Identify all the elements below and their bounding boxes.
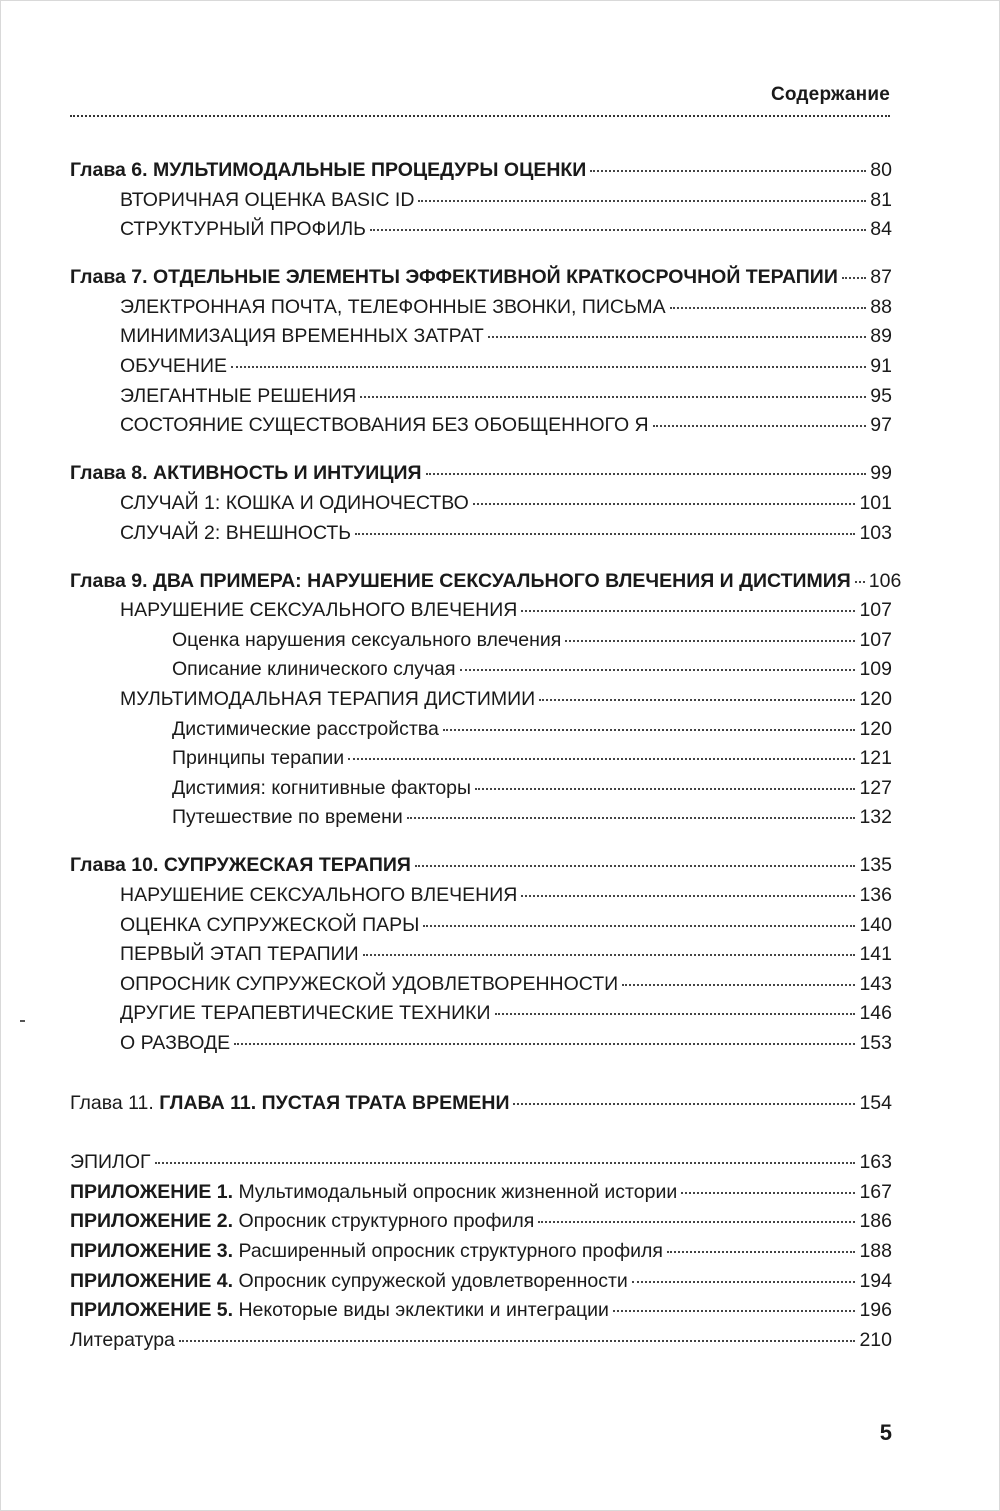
toc-appendix-5[interactable] <box>70 1296 892 1326</box>
page-ref: 153 <box>859 1032 892 1055</box>
dot-leader <box>613 1310 856 1312</box>
toc-subsection[interactable] <box>70 744 892 774</box>
chapter-label: Глава 11. <box>70 1091 154 1114</box>
dot-leader <box>423 925 855 927</box>
dot-leader <box>443 729 856 731</box>
page-ref: 210 <box>859 1328 892 1351</box>
page-ref: 196 <box>859 1299 892 1322</box>
appendix-title: Опросник супружеской удовлетворенности <box>238 1269 628 1292</box>
toc-section[interactable] <box>70 596 892 626</box>
toc-section[interactable] <box>70 215 892 245</box>
dot-leader <box>155 1162 856 1164</box>
spacer <box>70 1059 892 1089</box>
toc-chapter-8[interactable] <box>70 459 892 489</box>
subsection-title: Описание клинического случая <box>172 658 456 681</box>
dot-leader <box>415 865 856 867</box>
section-title: НАРУШЕНИЕ СЕКСУАЛЬНОГО ВЛЕЧЕНИЯ <box>120 599 518 622</box>
toc-section[interactable] <box>70 382 892 412</box>
section-title: СОСТОЯНИЕ СУЩЕСТВОВАНИЯ БЕЗ ОБОБЩЕННОГО Я <box>120 414 649 437</box>
toc-appendix-2[interactable] <box>70 1207 892 1237</box>
page-ref: 120 <box>859 688 892 710</box>
chapter-label: Глава 6. <box>70 159 148 181</box>
appendix-title: Расширенный опросник структурного профиля <box>238 1240 663 1262</box>
chapter-label: Глава 9. <box>70 569 148 592</box>
toc-chapter-7[interactable] <box>70 263 892 293</box>
page-ref: 109 <box>859 658 892 681</box>
scan-mark <box>20 1020 25 1022</box>
page-number: 5 <box>879 1420 892 1445</box>
toc-section[interactable] <box>70 999 892 1029</box>
toc-chapter-10[interactable] <box>70 851 892 881</box>
dot-leader <box>855 581 865 583</box>
dot-leader <box>622 984 855 986</box>
section-title: ПЕРВЫЙ ЭТАП ТЕРАПИИ <box>120 943 359 966</box>
section-title: МУЛЬТИМОДАЛЬНАЯ ТЕРАПИЯ ДИСТИМИИ <box>120 688 536 710</box>
entry-title: ЭПИЛОГ <box>70 1151 151 1174</box>
toc-section[interactable] <box>70 489 892 519</box>
page-ref: 132 <box>859 806 892 829</box>
spacer <box>70 548 892 567</box>
page-ref: 91 <box>870 355 892 378</box>
appendix-label: ПРИЛОЖЕНИЕ 5. <box>70 1299 234 1322</box>
table-of-contents <box>70 156 902 1355</box>
dot-leader <box>521 610 855 612</box>
chapter-title: ГЛАВА 11. ПУСТАЯ ТРАТА ВРЕМЕНИ <box>159 1091 510 1114</box>
dot-leader <box>667 1251 855 1253</box>
dot-leader <box>539 699 855 701</box>
toc-section[interactable] <box>70 685 892 715</box>
dot-leader <box>370 229 866 231</box>
page-ref: 89 <box>870 325 892 348</box>
section-title: МИНИМИЗАЦИЯ ВРЕМЕННЫХ ЗАТРАТ <box>120 325 484 348</box>
subsection-title: Дистимические расстройства <box>172 717 439 740</box>
toc-section[interactable] <box>70 911 892 941</box>
appendix-label: ПРИЛОЖЕНИЕ 4. <box>70 1269 234 1292</box>
dot-leader <box>653 425 867 427</box>
toc-subsection[interactable] <box>70 655 892 685</box>
spacer <box>70 833 892 852</box>
page-ref: 188 <box>859 1240 892 1262</box>
toc-appendix-3[interactable] <box>70 1237 892 1267</box>
appendix-label: ПРИЛОЖЕНИЕ 1. <box>70 1180 234 1203</box>
toc-literature[interactable] <box>70 1326 892 1356</box>
page-ref: 127 <box>859 776 892 799</box>
section-title: ОПРОСНИК СУПРУЖЕСКОЙ УДОВЛЕТВОРЕННОСТИ <box>120 972 619 995</box>
page-ref: 99 <box>870 462 892 485</box>
toc-section[interactable] <box>70 881 892 911</box>
chapter-label: Глава 7. <box>70 266 148 289</box>
page-ref: 107 <box>859 599 892 622</box>
page-ref: 120 <box>859 717 892 740</box>
chapter-label: Глава 10. <box>70 854 159 877</box>
page-ref: 81 <box>870 188 892 211</box>
dot-leader <box>565 640 855 642</box>
header-rule <box>70 115 890 117</box>
toc-appendix-1[interactable] <box>70 1178 892 1208</box>
dot-leader <box>590 170 866 172</box>
section-title: ЭЛЕКТРОННАЯ ПОЧТА, ТЕЛЕФОННЫЕ ЗВОНКИ, ПИСЬМА <box>120 295 666 318</box>
toc-section[interactable] <box>70 352 892 382</box>
page-ref: 88 <box>870 295 892 318</box>
section-title: ОБУЧЕНИЕ <box>120 355 228 378</box>
page-ref: 154 <box>859 1091 892 1114</box>
dot-leader <box>348 758 855 760</box>
toc-subsection[interactable] <box>70 803 892 833</box>
dot-leader <box>842 277 866 279</box>
page-ref: 101 <box>859 491 892 514</box>
page-ref: 106 <box>868 569 902 592</box>
page-ref: 135 <box>859 854 892 877</box>
dot-leader <box>513 1103 855 1105</box>
section-title: ДРУГИЕ ТЕРАПЕВТИЧЕСКИЕ ТЕХНИКИ <box>120 1002 491 1025</box>
section-title: ОЦЕНКА СУПРУЖЕСКОЙ ПАРЫ <box>120 913 420 936</box>
dot-leader <box>407 817 856 819</box>
dot-leader <box>495 1013 856 1015</box>
dot-leader <box>179 1340 856 1342</box>
chapter-title: МУЛЬТИМОДАЛЬНЫЕ ПРОЦЕДУРЫ ОЦЕНКИ <box>153 159 587 181</box>
toc-section[interactable] <box>70 411 892 441</box>
appendix-title: Некоторые виды эклектики и интеграции <box>238 1299 609 1322</box>
dot-leader <box>521 895 855 897</box>
page-ref: 167 <box>859 1180 892 1203</box>
dot-leader <box>234 1043 855 1045</box>
page-ref: 121 <box>859 747 892 770</box>
dot-leader <box>363 954 856 956</box>
page-ref: 97 <box>870 414 892 437</box>
toc-section[interactable] <box>70 186 892 216</box>
dot-leader <box>355 533 855 535</box>
subsection-title: Путешествие по времени <box>172 806 403 829</box>
page-ref: 80 <box>870 159 892 181</box>
toc-section[interactable] <box>70 322 892 352</box>
dot-leader <box>681 1192 855 1194</box>
entry-title: Литература <box>70 1328 175 1351</box>
toc-subsection[interactable] <box>70 774 892 804</box>
section-title: О РАЗВОДЕ <box>120 1032 231 1055</box>
toc-chapter-11[interactable] <box>70 1089 892 1119</box>
spacer <box>70 441 892 460</box>
toc-section[interactable] <box>70 293 892 323</box>
running-head: Содержание <box>770 84 890 105</box>
dot-leader <box>426 473 867 475</box>
dot-leader <box>632 1281 856 1283</box>
chapter-label: Глава 8. <box>70 462 148 485</box>
dot-leader <box>538 1221 855 1223</box>
toc-chapter-9[interactable] <box>70 567 902 597</box>
section-title: СЛУЧАЙ 2: ВНЕШНОСТЬ <box>120 521 352 544</box>
page-ref: 136 <box>859 884 892 907</box>
section-title: СЛУЧАЙ 1: КОШКА И ОДИНОЧЕСТВО <box>120 491 469 514</box>
toc-subsection[interactable] <box>70 715 892 745</box>
chapter-title: СУПРУЖЕСКАЯ ТЕРАПИЯ <box>163 854 411 877</box>
page-ref: 95 <box>870 384 892 407</box>
page-ref: 194 <box>859 1269 892 1292</box>
section-title: НАРУШЕНИЕ СЕКСУАЛЬНОГО ВЛЕЧЕНИЯ <box>120 884 518 907</box>
toc-appendix-4[interactable] <box>70 1267 892 1297</box>
page-ref: 103 <box>859 521 892 544</box>
page-ref: 146 <box>859 1002 892 1025</box>
page-ref: 141 <box>859 943 892 966</box>
page-ref: 186 <box>859 1210 892 1233</box>
page-ref: 163 <box>859 1151 892 1174</box>
subsection-title: Принципы терапии <box>172 747 345 770</box>
toc-chapter-6[interactable] <box>70 156 892 186</box>
dot-leader <box>488 336 867 338</box>
toc-epilogue[interactable] <box>70 1148 892 1178</box>
dot-leader <box>360 396 866 398</box>
toc-section[interactable] <box>70 519 892 549</box>
page-ref: 140 <box>859 913 892 936</box>
chapter-title: ДВА ПРИМЕРА: НАРУШЕНИЕ СЕКСУАЛЬНОГО ВЛЕЧЕНИЯ И ДИСТИМИЯ <box>153 569 851 592</box>
dot-leader <box>475 788 855 790</box>
appendix-title: Опросник структурного профиля <box>238 1210 535 1233</box>
page-ref: 107 <box>859 628 892 651</box>
spacer <box>70 1118 892 1148</box>
toc-section[interactable] <box>70 970 892 1000</box>
appendix-title: Мультимодальный опросник жизненной истории <box>238 1180 678 1203</box>
section-title: ВТОРИЧНАЯ ОЦЕНКА BASIC ID <box>120 188 415 211</box>
dot-leader <box>231 366 866 368</box>
dot-leader <box>460 669 856 671</box>
dot-leader <box>670 307 867 309</box>
dot-leader <box>418 200 866 202</box>
section-title: ЭЛЕГАНТНЫЕ РЕШЕНИЯ <box>120 384 357 407</box>
page-ref: 84 <box>870 218 892 241</box>
appendix-label: ПРИЛОЖЕНИЕ 2. <box>70 1210 234 1233</box>
page-ref: 87 <box>870 266 892 289</box>
toc-section[interactable] <box>70 1029 892 1059</box>
toc-section[interactable] <box>70 940 892 970</box>
subsection-title: Дистимия: когнитивные факторы <box>172 776 472 799</box>
section-title: СТРУКТУРНЫЙ ПРОФИЛЬ <box>120 218 366 241</box>
chapter-title: ОТДЕЛЬНЫЕ ЭЛЕМЕНТЫ ЭФФЕКТИВНОЙ КРАТКОСРОЧНОЙ ТЕРАПИИ <box>153 266 838 289</box>
spacer <box>70 245 892 264</box>
dot-leader <box>473 503 856 505</box>
toc-subsection[interactable] <box>70 626 892 656</box>
chapter-title: АКТИВНОСТЬ И ИНТУИЦИЯ <box>153 462 422 485</box>
subsection-title: Оценка нарушения сексуального влечения <box>172 628 562 651</box>
page-ref: 143 <box>859 972 892 995</box>
appendix-label: ПРИЛОЖЕНИЕ 3. <box>70 1240 234 1262</box>
